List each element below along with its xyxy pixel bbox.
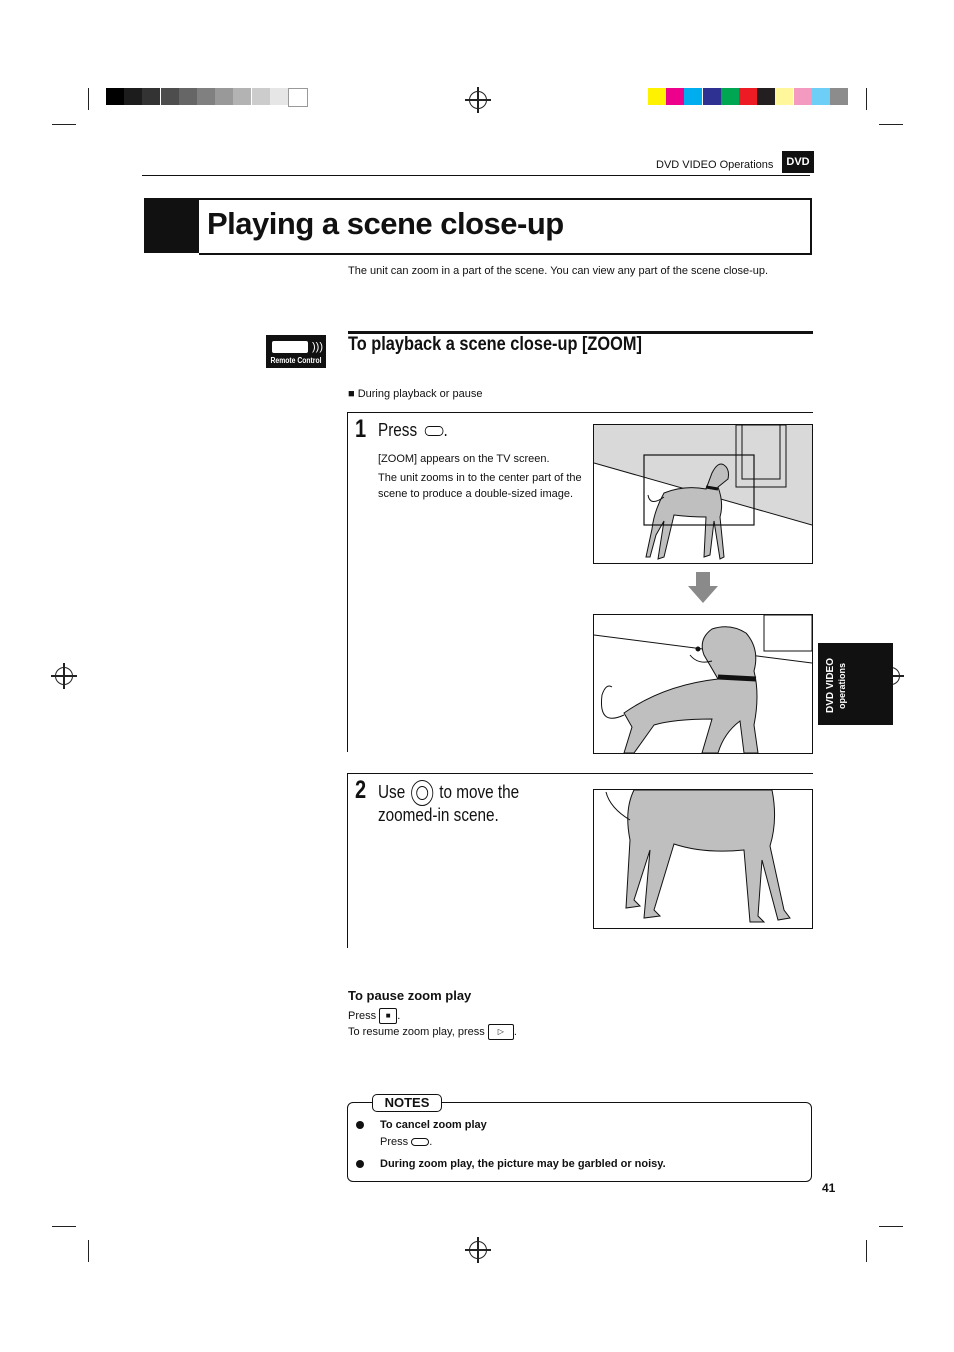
note1-bullet-icon [356, 1121, 364, 1129]
header-rule [142, 175, 810, 176]
calibration-swatch [124, 88, 142, 105]
registration-mark [55, 667, 73, 685]
scene-moved-illustration [594, 790, 812, 928]
remote-control-icon [266, 335, 326, 368]
remote-signal-icon: ))) [312, 341, 323, 353]
calibration-swatch [739, 88, 757, 105]
crop-mark [866, 1240, 867, 1262]
scene-zoomed-illustration [594, 615, 812, 753]
intro-text: The unit can zoom in a part of the scene. You can view any part of the scene close-up. [348, 265, 769, 277]
crop-mark [52, 1226, 76, 1227]
calibration-swatch [179, 88, 197, 105]
crop-mark [88, 1240, 89, 1262]
zoom-button-icon [425, 426, 444, 436]
zoom-button-icon [411, 1138, 429, 1146]
crop-mark [866, 88, 867, 110]
notes-label: NOTES [372, 1094, 442, 1112]
resume-label: To resume zoom play, press [348, 1026, 485, 1038]
dog-legs-icon [606, 790, 790, 922]
pause-heading: To pause zoom play [348, 988, 472, 1003]
step2-left-rule [347, 773, 348, 948]
calibration-swatch [288, 88, 308, 107]
note1-title: To cancel zoom play [380, 1119, 487, 1131]
step2-instruction-line1 [378, 780, 519, 806]
calibration-swatch [794, 88, 812, 105]
note2-bullet-icon [356, 1160, 364, 1168]
step1-instruction: Press . [378, 420, 448, 440]
step1-number: 1 [355, 415, 367, 443]
tv-screen-moved [593, 789, 813, 929]
calibration-swatch [684, 88, 702, 105]
calibration-swatch [721, 88, 739, 105]
title-bar [144, 198, 199, 253]
step2-top-rule [348, 773, 813, 774]
remote-body-icon [272, 341, 308, 353]
calibration-swatch [270, 88, 288, 105]
calibration-swatch [830, 88, 848, 105]
note2-text: During zoom play, the picture may be garbled or noisy. [380, 1158, 666, 1170]
step1-press-label: Press [378, 420, 418, 440]
scene-original-illustration [594, 425, 812, 563]
calibration-swatch [648, 88, 666, 105]
step1-left-rule [347, 412, 348, 752]
step1-line2: The unit zooms in to the center part of the scene to produce a double-sized image. [378, 472, 582, 500]
header-section: DVD VIDEO Operations [656, 159, 774, 171]
section-title: To playback a scene close-up [ZOOM] [348, 334, 642, 355]
step1-top-rule [348, 412, 813, 413]
calibration-swatch [812, 88, 830, 105]
step1-line1: [ZOOM] appears on the TV screen. [378, 453, 550, 465]
step2-number: 2 [355, 776, 367, 804]
down-arrow-icon [686, 572, 720, 604]
side-tab-line1: DVD VIDEO [825, 657, 836, 713]
dvd-badge: DVD [782, 151, 814, 173]
condition-text: ■ During playback or pause [348, 388, 483, 400]
tv-screen-original [593, 424, 813, 564]
calibration-swatch [775, 88, 793, 105]
pause-press-label: Press [348, 1010, 377, 1022]
calibration-swatch [666, 88, 684, 105]
crop-mark [52, 124, 76, 125]
calibration-swatch [161, 88, 179, 105]
remote-control-label: Remote Control [270, 356, 322, 365]
calibration-swatch [757, 88, 775, 105]
calibration-swatch [703, 88, 721, 105]
calibration-swatch [106, 88, 124, 105]
pause-line: Press ■ . [348, 1008, 400, 1024]
crop-mark [88, 88, 89, 110]
registration-mark [469, 1241, 487, 1259]
side-tab [818, 643, 893, 725]
crop-mark [879, 124, 903, 125]
calibration-swatch [233, 88, 251, 105]
joystick-icon [411, 780, 433, 806]
crop-mark [879, 1226, 903, 1227]
play-button-icon: ▷ [488, 1024, 514, 1040]
step2-rest1: to move the [439, 781, 520, 802]
pause-button-icon: ■ [379, 1008, 397, 1024]
calibration-swatch [252, 88, 270, 105]
page-title: Playing a scene close-up [207, 206, 564, 241]
calibration-swatch [197, 88, 215, 105]
side-tab-line2: operations [837, 662, 847, 709]
calibration-swatch [215, 88, 233, 105]
resume-line: To resume zoom play, press ▷ . [348, 1024, 517, 1040]
tv-screen-zoomed [593, 614, 813, 754]
note1-press: Press . [380, 1136, 433, 1148]
note1-press-label: Press [380, 1136, 409, 1148]
calibration-swatch [142, 88, 160, 105]
step2-use-label: Use [378, 781, 406, 802]
registration-mark [469, 91, 487, 109]
page-number: 41 [822, 1181, 836, 1195]
step2-instruction-line2: zoomed-in scene. [378, 805, 499, 825]
